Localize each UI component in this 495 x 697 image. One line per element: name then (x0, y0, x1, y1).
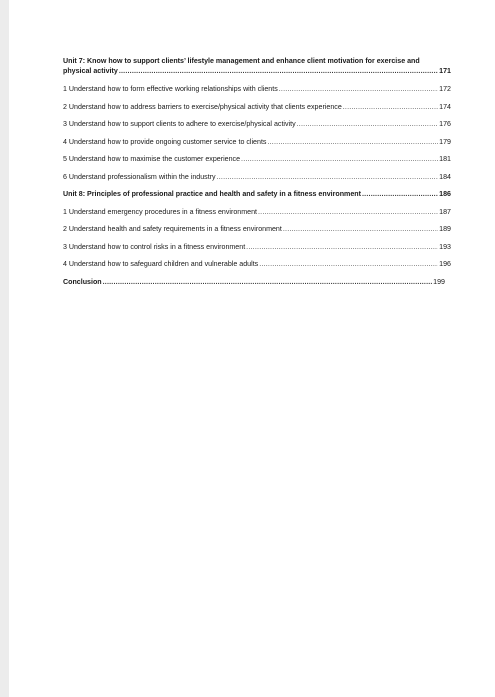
dot-leader (283, 224, 438, 234)
toc-entry-title: 1 Understand how to form effective working relationships with clients (63, 85, 278, 93)
table-of-contents (63, 56, 451, 294)
dot-leader (343, 102, 438, 112)
toc-page-number: 174 (439, 102, 451, 111)
toc-entry[interactable] (63, 172, 451, 182)
toc-entry[interactable] (63, 224, 451, 234)
toc-conclusion-title: Conclusion (63, 277, 102, 286)
dot-leader (258, 207, 438, 217)
dot-leader (246, 242, 438, 252)
toc-page-number: 171 (439, 67, 451, 75)
toc-entry[interactable] (63, 154, 451, 164)
dot-leader (119, 66, 438, 76)
toc-page-number: 184 (439, 172, 451, 181)
toc-entry-title: 5 Understand how to maximise the customer experience (63, 155, 241, 163)
toc-page-number: 196 (439, 260, 451, 268)
dot-leader (259, 259, 438, 269)
toc-unit-7-title-line2: physical activity (63, 67, 118, 75)
toc-page-number: 172 (439, 85, 451, 93)
toc-entry-title: 3 Understand how to control risks in a fitness environment (63, 242, 246, 251)
dot-leader (297, 119, 439, 129)
toc-unit-7-title-line1: Unit 7: Know how to support clients’ lifestyle management and enhance client motivation for exercise and (63, 57, 420, 65)
toc-page-number: 187 (439, 207, 451, 216)
toc-entry[interactable] (63, 207, 451, 217)
toc-entry-title: 2 Understand health and safety requirements in a fitness environment (63, 225, 282, 233)
toc-page-number: 199 (433, 277, 445, 286)
toc-entry[interactable] (63, 259, 451, 269)
dot-leader (103, 277, 433, 287)
toc-entry[interactable] (63, 242, 451, 252)
toc-entry-conclusion[interactable] (63, 277, 445, 287)
toc-entry[interactable] (63, 84, 451, 94)
toc-entry[interactable] (63, 102, 451, 112)
toc-entry-title: 2 Understand how to address barriers to exercise/physical activity that clients experience (63, 102, 342, 111)
toc-page-number: 193 (439, 242, 451, 251)
toc-entry-title: 1 Understand emergency procedures in a fitness environment (63, 207, 258, 216)
dot-leader (267, 137, 438, 147)
toc-page-number: 186 (439, 190, 451, 198)
toc-unit-8-title: Unit 8: Principles of professional practice and health and safety in a fitness environment (63, 190, 362, 198)
dot-leader (217, 172, 439, 182)
dot-leader (241, 154, 438, 164)
toc-page-number: 179 (439, 137, 451, 146)
toc-page-number: 176 (439, 120, 451, 128)
toc-entry-title: 6 Understand professionalism within the industry (63, 172, 216, 181)
toc-entry[interactable] (63, 119, 451, 129)
toc-entry-title: 4 Understand how to safeguard children and vulnerable adults (63, 260, 259, 268)
toc-page-number: 181 (439, 155, 451, 163)
dot-leader (279, 84, 438, 94)
toc-entry[interactable] (63, 137, 451, 147)
toc-entry-title: 4 Understand how to provide ongoing customer service to clients (63, 137, 267, 146)
toc-entry-unit-8[interactable] (63, 189, 451, 199)
toc-entry-unit-7[interactable] (63, 56, 451, 76)
document-page (9, 0, 495, 697)
toc-page-number: 189 (439, 225, 451, 233)
toc-entry-title: 3 Understand how to support clients to adhere to exercise/physical activity (63, 120, 296, 128)
dot-leader (362, 189, 438, 199)
